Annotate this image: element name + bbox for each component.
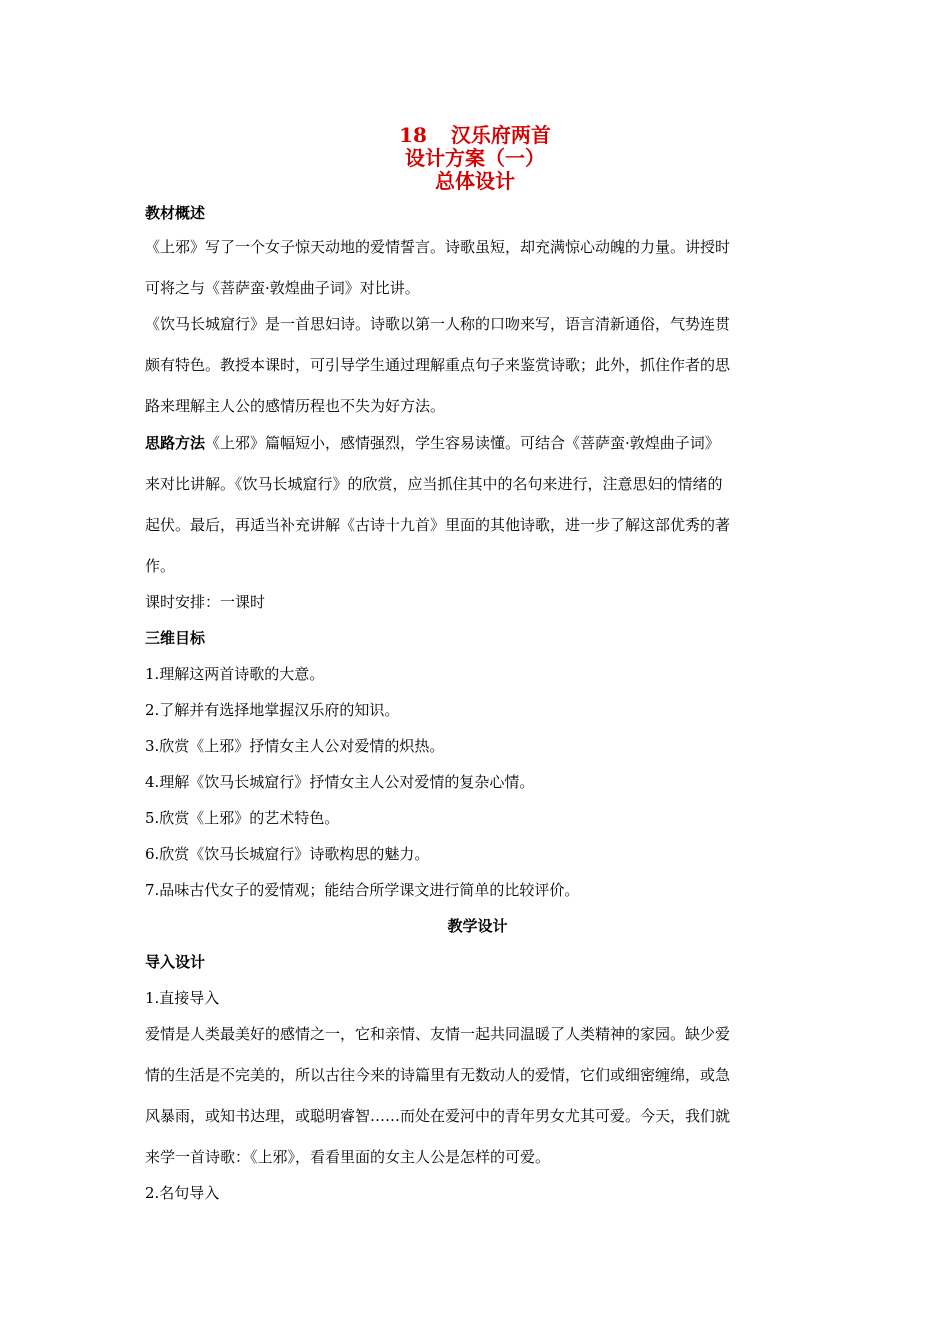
overview-heading: 教材概述 <box>145 204 206 222</box>
goal-item-1: 1.理解这两首诗歌的大意。 <box>145 665 325 683</box>
lesson-number: 18 <box>399 123 427 147</box>
direct-intro-line-2: 情的生活是不完美的，所以古往今来的诗篇里有无数动人的爱情，它们或细密缠绵，或急 <box>145 1066 731 1084</box>
lesson-title <box>0 124 950 147</box>
overview-paragraph-2-line-1: 《饮马长城窟行》是一首思妇诗。诗歌以第一人称的口吻来写，语言清新通俗，气势连贯 <box>145 315 731 333</box>
overview-paragraph-1-line-2: 可将之与《菩萨蛮·敦煌曲子词》对比讲。 <box>145 279 420 297</box>
overview-paragraph-1-line-1: 《上邪》写了一个女子惊天动地的爱情誓言。诗歌虽短，却充满惊心动魄的力量。讲授时 <box>145 238 731 256</box>
method-paragraph-line-4: 作。 <box>145 557 176 575</box>
method-heading: 思路方法 <box>145 434 206 452</box>
goals-heading: 三维目标 <box>145 629 206 647</box>
quote-intro-label: 2.名句导入 <box>145 1184 220 1202</box>
goal-item-3: 3.欣赏《上邪》抒情女主人公对爱情的炽热。 <box>145 737 445 755</box>
direct-intro-line-4: 来学一首诗歌：《上邪》，看看里面的女主人公是怎样的可爱。 <box>145 1148 551 1166</box>
lesson-title-text: 汉乐府两首 <box>450 123 551 147</box>
intro-design-heading: 导入设计 <box>145 953 206 971</box>
overview-paragraph-2-line-2: 颇有特色。教授本课时，可引导学生通过理解重点句子来鉴赏诗歌；此外，抓住作者的思 <box>145 356 731 374</box>
goal-item-5: 5.欣赏《上邪》的艺术特色。 <box>145 809 340 827</box>
direct-intro-line-3: 风暴雨，或知书达理，或聪明睿智……而处在爱河中的青年男女尤其可爱。今天，我们就 <box>145 1107 731 1125</box>
teaching-design-heading: 教学设计 <box>447 917 508 935</box>
direct-intro-line-1: 爱情是人类最美好的感情之一，它和亲情、友情一起共同温暖了人类精神的家园。缺少爱 <box>145 1025 731 1043</box>
method-paragraph-line-3: 起伏。最后，再适当补充讲解《古诗十九首》里面的其他诗歌，进一步了解这部优秀的著 <box>145 516 731 534</box>
goal-item-4: 4.理解《饮马长城窟行》抒情女主人公对爱情的复杂心情。 <box>145 773 535 791</box>
goal-item-6: 6.欣赏《饮马长城窟行》诗歌构思的魅力。 <box>145 845 430 863</box>
goal-item-7: 7.品味古代女子的爱情观；能结合所学课文进行简单的比较评价。 <box>145 881 580 899</box>
method-text-1: 《上邪》篇幅短小，感情强烈，学生容易读懂。可结合《菩萨蛮·敦煌曲子词》 <box>205 434 720 452</box>
section-heading: 总体设计 <box>435 169 515 193</box>
goal-item-2: 2.了解并有选择地掌握汉乐府的知识。 <box>145 701 400 719</box>
title-block <box>0 124 950 193</box>
class-schedule: 课时安排：一课时 <box>145 593 266 611</box>
method-paragraph-line-1 <box>145 432 720 454</box>
overview-paragraph-2-line-3: 路来理解主人公的感情历程也不失为好方法。 <box>145 397 446 415</box>
design-subtitle: 设计方案（一） <box>405 146 545 170</box>
direct-intro-label: 1.直接导入 <box>145 989 220 1007</box>
method-paragraph-line-2: 来对比讲解。《饮马长城窟行》的欣赏，应当抓住其中的名句来进行，注意思妇的情绪的 <box>145 475 723 493</box>
